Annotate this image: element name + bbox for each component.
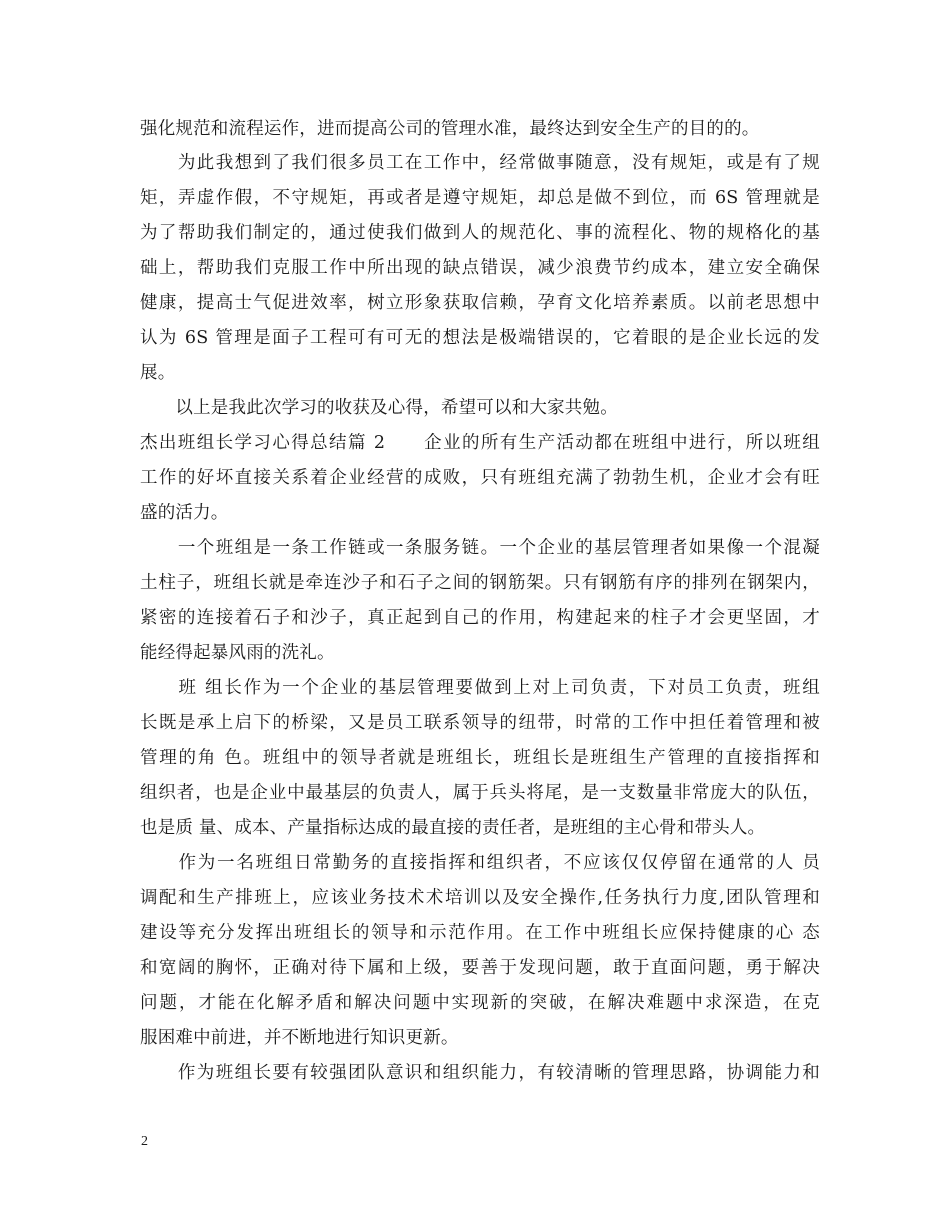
text-line: 能经得起暴风雨的洗礼。 (140, 643, 335, 663)
text-line: 以上是我此次学习的收获及心得，希望可以和大家共勉。 (140, 398, 618, 418)
text-line: 紧密的连接着石子和沙子，真正起到自己的作用，构建起来的柱子才会更坚固，才 (140, 608, 820, 628)
text-line: 调配和生产排班上，应该业务技术术培训以及安全操作,任务执行力度,团队管理和 (140, 888, 820, 908)
text-line: 班 组长作为一个企业的基层管理要做到上对上司负责，下对员工负责，班组 (140, 678, 820, 698)
text-line: 作为一名班组日常勤务的直接指挥和组织者，不应该仅仅停留在通常的人 员 (140, 853, 820, 873)
text-line: 工作的好坏直接关系着企业经营的成败，只有班组充满了勃勃生机，企业才会有旺 (140, 468, 820, 488)
text-line: 为了帮助我们制定的，通过使我们做到人的规范化、事的流程化、物的规格化的基 (140, 223, 820, 243)
text-line: 组织者，也是企业中最基层的负责人，属于兵头将尾，是一支数量非常庞大的队伍， (140, 783, 820, 803)
text-line: 长既是承上启下的桥梁，又是员工联系领导的纽带，时常的工作中担任着管理和被 (140, 713, 820, 733)
text-line: 管理的角 色。班组中的领导者就是班组长，班组长是班组生产管理的直接指挥和 (140, 748, 820, 768)
text-line: 展。 (140, 363, 176, 383)
text-line: 问题，才能在化解矛盾和解决问题中实现新的突破，在解决难题中求深造，在克 (140, 993, 820, 1013)
text-line: 为此我想到了我们很多员工在工作中，经常做事随意，没有规矩，或是有了规 (140, 153, 820, 173)
text-line: 也是质 量、成本、产量指标达成的最直接的责任者，是班组的主心骨和带头人。 (140, 818, 766, 838)
text-line: 和宽阔的胸怀，正确对待下属和上级，要善于发现问题，敢于直面问题，勇于解决 (140, 958, 820, 978)
text-line: 作为班组长要有较强团队意识和组织能力，有较清晰的管理思路，协调能力和 (140, 1063, 820, 1083)
text-line: 土柱子，班组长就是牵连沙子和石子之间的钢筋架。只有钢筋有序的排列在钢架内， (140, 573, 820, 593)
page-number: 2 (141, 1134, 148, 1149)
text-line: 一个班组是一条工作链或一条服务链。一个企业的基层管理者如果像一个混凝 (140, 538, 820, 558)
text-line: 强化规范和流程运作，进而提高公司的管理水准，最终达到安全生产的目的的。 (140, 119, 760, 139)
text-line: 础上，帮助我们克服工作中所出现的缺点错误，减少浪费节约成本，建立安全确保 (140, 258, 820, 278)
text-line: 服困难中前进，并不断地进行知识更新。 (140, 1028, 459, 1048)
text-line: 杰出班组长学习心得总结篇 2 企业的所有生产活动都在班组中进行，所以班组 (140, 433, 820, 453)
text-line: 盛的活力。 (140, 503, 229, 523)
text-line: 建设等充分发挥出班组长的领导和示范作用。在工作中班组长应保持健康的心 态 (140, 923, 820, 943)
text-line: 认为 6S 管理是面子工程可有可无的想法是极端错误的，它着眼的是企业长远的发 (140, 328, 820, 348)
text-line: 健康，提高士气促进效率，树立形象获取信赖，孕育文化培养素质。以前老思想中 (140, 293, 820, 313)
text-line: 矩，弄虚作假，不守规矩，再或者是遵守规矩，却总是做不到位，而 6S 管理就是 (140, 188, 820, 208)
